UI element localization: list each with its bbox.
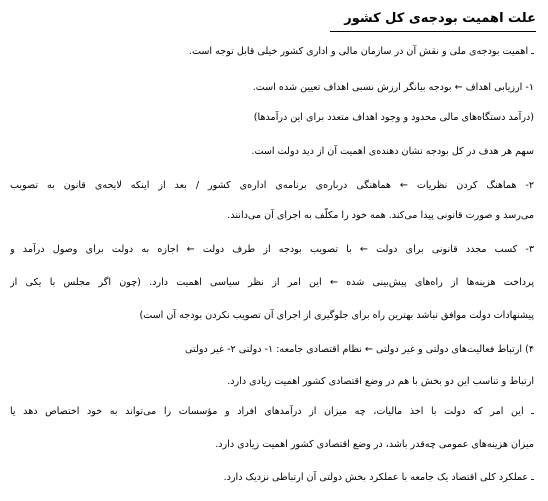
text-line: می‌رسد و صورت قانونی پیدا می‌کند. همه خود را مکلّف به اجرای آن می‌دانند. xyxy=(227,210,534,221)
text-line: ۴) ارتباط فعالیت‌های دولتی و غیر دولتی ← نظام اقتصادی جامعه: ۱- دولتی ۲- غیر دولتی xyxy=(185,344,534,355)
text-line: ۳- کسب مجدد قانونی برای دولت ← با تصویب بودجه از طرف دولت ← اجازه به دولت برای وصول درآمد و xyxy=(10,244,534,255)
text-line: ـ این امر که دولت با اخذ مالیات، چه میزان از درآمدهای افراد و مؤسسات را می‌تواند به خود اختصاص دهد یا xyxy=(10,406,534,417)
text-line: میزان هزینه‌های عمومی چه‌قدر باشد، در وضع اقتصادی کشور اهمیت زیادی دارد. xyxy=(215,439,534,450)
text-line: ۲- هماهنگ کردن نظریات ← هماهنگی درباره‌ی برنامه‌ی اداره‌ی کشور / بعد از اینکه لایحه‌ی قانون به تصویب xyxy=(10,180,534,191)
text-line: ـ اهمیت بودجه‌ی ملی و نقش آن در سازمان مالی و اداری کشور خیلی قابل توجه است. xyxy=(188,46,534,57)
text-line: سهم هر هدف در کل بودجه نشان دهنده‌ی اهمیت آن از دید دولت است. xyxy=(251,146,534,157)
text-line: (درآمد دستگاه‌های مالی محدود و وجود اهداف متعدد برای این درآمدها) xyxy=(253,112,534,123)
text-line: ۱- ارزیابی اهداف ← بودجه بیانگر ارزش نسبی اهداف تعیین شده است. xyxy=(252,82,534,93)
page-title: علت اهمیت بودجه‌ی کل کشور xyxy=(330,8,536,32)
text-line: پیشنهادات دولت موافق نباشد بهترین راه برای جلوگیری از اجرای آن تصویب نکردن بودجه آن است) xyxy=(139,310,534,321)
text-line: ارتباط و تناسب این دو بخش با هم در وضع اقتصادی کشور اهمیت زیادی دارد. xyxy=(227,376,534,387)
text-line: ـ عملکرد کلی اقتصاد یک جامعه با عملکرد بخش دولتی آن ارتباطی نزدیک دارد. xyxy=(223,472,534,483)
text-line: پرداخت هزینه‌ها از راه‌های پیش‌بینی شده ← این امر از نظر سیاسی اهمیت دارد. (چون اگر مجلس با یکی از xyxy=(10,277,534,288)
